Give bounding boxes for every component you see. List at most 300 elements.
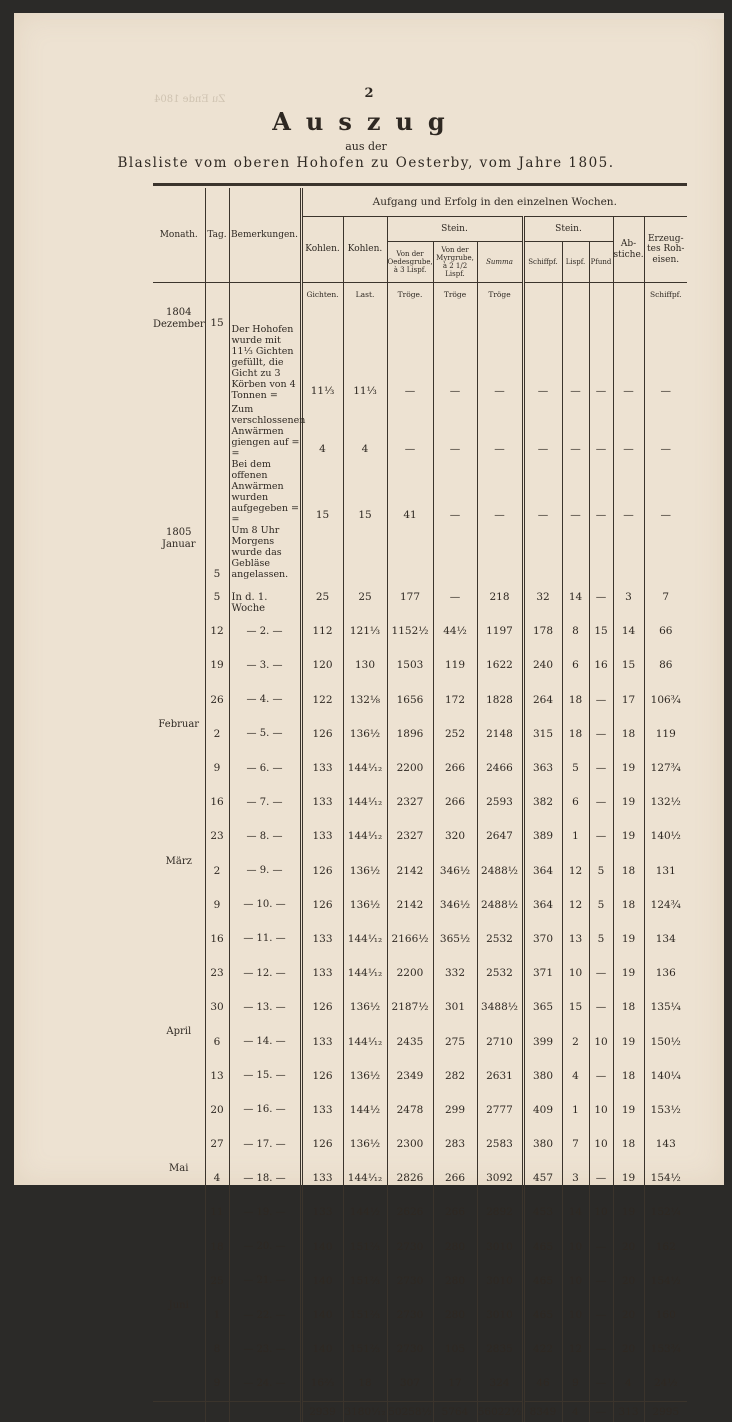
stein-schiffpf-cell: — — [523, 459, 562, 525]
month-cell — [153, 1195, 205, 1229]
note-cell: — 17. — — [229, 1127, 301, 1161]
stein-pfund-cell: 10 — [589, 1195, 613, 1229]
unit-cell: Gichten. — [301, 283, 343, 306]
stein-oedesgrube-cell: 2478 — [387, 1093, 433, 1127]
stein-myrgrube-cell: — — [433, 580, 477, 614]
kohlen-gichten-cell: 140 — [301, 1298, 343, 1332]
stein-schiffpf-cell: 422 — [523, 1332, 562, 1366]
stein-schiffpf-cell: 371 — [523, 956, 562, 990]
stein-summa-cell: 3010 — [477, 1264, 523, 1298]
stein-lispf-cell: 7 — [562, 1127, 589, 1161]
kohlen-gichten-cell: 4 — [301, 401, 343, 459]
note-cell: Der Hohofen wurde mit 11⅓ Gichten gefüllt, die Gicht zu 3 Körben von 4 Tonnen = — [229, 305, 301, 401]
absticke-cell — [613, 525, 644, 580]
stein-pfund-cell: — — [589, 459, 613, 525]
stein-summa-cell: 2583 — [477, 1127, 523, 1161]
stein-summa-cell: — — [477, 305, 523, 401]
stein-lispf-cell — [562, 525, 589, 580]
tag-cell: 16 — [205, 922, 229, 956]
table-row — [153, 785, 687, 819]
month-cell: 1805 Januar — [161, 527, 196, 550]
stein-schiffpf-cell: 409 — [523, 1093, 562, 1127]
stein-summa-cell: 2466 — [477, 751, 523, 785]
table-row — [153, 401, 687, 459]
stein-summa-cell: 1622 — [477, 648, 523, 682]
note-cell: — 8. — — [229, 819, 301, 853]
stein-oedesgrube-cell: 2349 — [387, 1059, 433, 1093]
tag-cell: 6 — [205, 1024, 229, 1058]
note-cell: — 12. — — [229, 956, 301, 990]
note-cell: — 14. — — [229, 1024, 301, 1058]
header-stein-1: Stein. — [387, 217, 523, 242]
stein-summa-cell: 1828 — [477, 683, 523, 717]
kohlen-gichten-cell: 126 — [301, 990, 343, 1024]
stein-lispf-cell: 12 — [562, 888, 589, 922]
roheisen-cell: 140½ — [644, 819, 687, 853]
stein-oedesgrube-cell: 2327 — [387, 819, 433, 853]
roheisen-cell: 154½ — [644, 1161, 687, 1195]
stein-schiffpf-cell: 363 — [523, 751, 562, 785]
stein-lispf-total: 4 — [562, 1401, 589, 1422]
stein-schiffpf-cell: 380 — [523, 1059, 562, 1093]
kohlen-gichten-cell: 133 — [301, 751, 343, 785]
kohlen-gichten-cell: 15 — [301, 459, 343, 525]
roheisen-cell: 160 — [644, 1298, 687, 1332]
kohlen-gichten-cell: 133 — [301, 1195, 343, 1229]
roheisen-cell: 119 — [644, 717, 687, 751]
absticke-cell: 17 — [613, 683, 644, 717]
stein-schiffpf-cell: 370 — [523, 922, 562, 956]
absticke-cell: 18 — [613, 990, 644, 1024]
stein-summa-cell: 2488½ — [477, 888, 523, 922]
roheisen-cell: 106¾ — [644, 683, 687, 717]
stein-lispf-cell: 18 — [562, 683, 589, 717]
stein-myrgrube-cell: 266 — [433, 785, 477, 819]
stein-lispf-cell: 6 — [562, 648, 589, 682]
month-cell: 1804 Dezember — [153, 307, 205, 330]
totals-row — [153, 1401, 687, 1422]
table-row — [153, 1264, 687, 1298]
kohlen-last-cell: 25 — [343, 580, 387, 614]
kohlen-gichten-cell — [301, 525, 343, 580]
stein-myrgrube-cell: 44½ — [433, 614, 477, 648]
stein-oedesgrube-cell: 177 — [387, 580, 433, 614]
tag-cell: 15 — [205, 305, 229, 401]
kohlen-gichten-cell: 140 — [301, 1230, 343, 1264]
tag-cell: 13 — [205, 1059, 229, 1093]
tag-cell: 2 — [205, 854, 229, 888]
table-row — [153, 717, 687, 751]
table-row — [153, 1059, 687, 1093]
stein-pfund-cell: 10 — [589, 1024, 613, 1058]
table-row — [153, 648, 687, 682]
tag-cell: 11 — [205, 1195, 229, 1229]
kohlen-last-cell: 144½ — [343, 1093, 387, 1127]
kohlen-last-cell: 144¹⁄₁₂ — [343, 1161, 387, 1195]
absticke-cell: 19 — [613, 1024, 644, 1058]
stein-lispf-cell: — — [562, 459, 589, 525]
stein-lispf-cell: 14 — [562, 1195, 589, 1229]
stein-schiffpf-cell: 264 — [523, 683, 562, 717]
stein-lispf-cell: 10 — [562, 1298, 589, 1332]
stein-pfund-cell: 5 — [589, 854, 613, 888]
absticke-cell: — — [613, 401, 644, 459]
stein-summa-cell: 3010 — [477, 1298, 523, 1332]
month-cell: März — [165, 855, 192, 867]
stein-myrgrube-cell: 275 — [433, 1024, 477, 1058]
tag-cell: 19 — [205, 648, 229, 682]
table-row — [153, 922, 687, 956]
month-cell — [153, 614, 205, 648]
stein-myrgrube-cell: 283 — [433, 1127, 477, 1161]
stein-pfund-cell: 10 — [589, 1093, 613, 1127]
month-cell: Juni — [168, 1299, 189, 1311]
tag-cell: 23 — [205, 956, 229, 990]
table-row — [153, 1366, 687, 1401]
stein-myrgrube-cell: 266 — [433, 751, 477, 785]
empty-cell — [153, 1401, 205, 1422]
top-rule — [153, 183, 687, 186]
stein-summa-cell: 2710 — [477, 1024, 523, 1058]
header-monath: Monath. — [159, 229, 198, 240]
stein-schiffpf-cell — [523, 525, 562, 580]
kohlen-last-cell: 136½ — [343, 990, 387, 1024]
kohlen-last-cell — [343, 525, 387, 580]
table-row — [153, 1161, 687, 1195]
note-cell: — 18. — — [229, 1161, 301, 1195]
tag-cell: 2 — [205, 717, 229, 751]
stein-schiffpf-cell: 465 — [523, 1264, 562, 1298]
tag-cell: 5 — [205, 580, 229, 614]
stein-pfund-cell: — — [589, 1161, 613, 1195]
header-absticke: Ab-stiche. — [613, 217, 644, 283]
stein-pfund-cell: — — [589, 717, 613, 751]
kohlen-last-cell: 18 — [343, 1366, 387, 1401]
units-row — [153, 283, 687, 306]
unit-cell: Last. — [343, 283, 387, 306]
roheisen-cell: 153¾ — [644, 1332, 687, 1366]
stein-pfund-cell: — — [589, 1332, 613, 1366]
stein-myrgrube-cell: 17 — [433, 1366, 477, 1401]
kohlen-gichten-cell: 133 — [301, 922, 343, 956]
tag-cell: 16 — [205, 785, 229, 819]
stein-oedesgrube-cell: 2187½ — [387, 990, 433, 1024]
stein-oedesgrube-cell: 2200 — [387, 751, 433, 785]
kohlen-gichten-cell: 16⅔ — [301, 1366, 343, 1401]
stein-schiffpf-cell: 32 — [523, 580, 562, 614]
absticke-cell: 19 — [613, 819, 644, 853]
kohlen-last-cell: 151⅔ — [343, 1332, 387, 1366]
stein-pfund-cell: — — [589, 1366, 613, 1401]
roheisen-cell: 153½ — [644, 1093, 687, 1127]
roheisen-cell: 162 — [644, 1230, 687, 1264]
stein-schiffpf-cell: 380 — [523, 1127, 562, 1161]
note-cell: — 2. — — [229, 614, 301, 648]
stein-myrgrube-cell: 105 — [433, 1332, 477, 1366]
header-tag: Tag. — [205, 188, 229, 283]
stein-oedesgrube-cell: 1656 — [387, 683, 433, 717]
stein-lispf-cell: 10 — [562, 1230, 589, 1264]
unit-cell — [205, 283, 229, 306]
stein-myrgrube-cell: 280 — [433, 1264, 477, 1298]
kohlen-last-cell: 151⅔ — [343, 1264, 387, 1298]
roheisen-cell: 66 — [644, 614, 687, 648]
absticke-cell: 19 — [613, 922, 644, 956]
document-subtitle-1: aus der — [345, 140, 387, 153]
kohlen-last-cell: 144½ — [343, 1195, 387, 1229]
stein-schiffpf-cell: 365 — [523, 990, 562, 1024]
tag-cell: 8 — [205, 1332, 229, 1366]
stein-myrgrube-cell: 346½ — [433, 888, 477, 922]
absticke-cell: 20 — [613, 1298, 644, 1332]
stein-schiffpf-cell: 364 — [523, 854, 562, 888]
roheisen-cell: 143 — [644, 1127, 687, 1161]
roheisen-cell: 124¾ — [644, 888, 687, 922]
stein-myrgrube-cell: 346½ — [433, 854, 477, 888]
stein-summa-cell: 2835 — [477, 1332, 523, 1366]
table-row — [153, 1024, 687, 1058]
roheisen-cell: 132½ — [644, 785, 687, 819]
kohlen-gichten-cell: 133 — [301, 785, 343, 819]
note-cell: — 23. — — [229, 1332, 301, 1366]
stein-schiffpf-cell: 315 — [523, 717, 562, 751]
kohlen-last-cell: 144¹⁄₁₂ — [343, 956, 387, 990]
tag-cell — [205, 459, 229, 525]
stein-pfund-cell: — — [589, 1298, 613, 1332]
kohlen-gichten-cell: 133 — [301, 956, 343, 990]
stein-oedesgrube-cell: 2626 — [387, 1195, 433, 1229]
stein-myrgrube-cell: 280 — [433, 1230, 477, 1264]
absticke-cell: 18 — [613, 1059, 644, 1093]
stein-myrgrube-cell: 252 — [433, 717, 477, 751]
absticke-cell: 19 — [613, 1093, 644, 1127]
stein-lispf-cell: 14 — [562, 580, 589, 614]
kohlen-last-cell: 144¹⁄₁₂ — [343, 785, 387, 819]
stein-summa-cell: 324 — [477, 1366, 523, 1401]
header-kohlen-1: Kohlen. — [301, 217, 343, 283]
month-cell: April — [166, 1026, 192, 1038]
header-kohlen-2: Kohlen. — [343, 217, 387, 283]
stein-oedesgrube-cell: 1152½ — [387, 614, 433, 648]
note-cell: — 19. — — [229, 1195, 301, 1229]
stein-myrgrube-cell: 332 — [433, 956, 477, 990]
stein-pfund-cell: — — [589, 1230, 613, 1264]
absticke-cell: 3 — [613, 580, 644, 614]
stein-schiffpf-cell: 457 — [523, 1161, 562, 1195]
stein-summa-cell: 2647 — [477, 819, 523, 853]
stein-schiffpf-cell: 382 — [523, 785, 562, 819]
tag-cell: 12 — [205, 614, 229, 648]
table-row — [153, 1093, 687, 1127]
unit-cell — [613, 283, 644, 306]
tag-cell: 27 — [205, 1127, 229, 1161]
header-pfund: Pfund — [589, 242, 613, 283]
roheisen-cell: — — [644, 305, 687, 401]
absticke-cell: 18 — [613, 717, 644, 751]
month-cell — [153, 1264, 205, 1298]
stein-summa-total: 56022½ — [477, 1401, 523, 1422]
kohlen-last-cell: 144¹⁄₁₂ — [343, 922, 387, 956]
unit-cell: Tröge — [433, 283, 477, 306]
stein-schiffpf-cell: 389 — [523, 819, 562, 853]
kohlen-gichten-cell: 133 — [301, 1161, 343, 1195]
stein-schiffpf-cell: — — [523, 305, 562, 401]
stein-summa-cell: 2532 — [477, 956, 523, 990]
table-row — [153, 1195, 687, 1229]
month-cell — [153, 683, 205, 717]
table-row — [153, 683, 687, 717]
stein-pfund-cell: 5 — [589, 888, 613, 922]
stein-myrgrube-cell: 282 — [433, 1059, 477, 1093]
note-cell: — 10. — — [229, 888, 301, 922]
note-cell: — 15. — — [229, 1059, 301, 1093]
header-group: Aufgang und Erfolg in den einzelnen Wochen. — [301, 188, 687, 217]
stein-pfund-cell: — — [589, 956, 613, 990]
stein-schiffpf-cell: 364 — [523, 888, 562, 922]
tag-cell: 30 — [205, 990, 229, 1024]
stein-oedesgrube-cell: 2730 — [387, 1298, 433, 1332]
stein-pfund-cell: — — [589, 305, 613, 401]
month-cell — [153, 459, 205, 525]
roheisen-cell: 131 — [644, 854, 687, 888]
stein-lispf-cell: 10 — [562, 1264, 589, 1298]
tag-cell: 1 — [205, 1298, 229, 1332]
bleed-through-text: Zu Ende 1804 — [154, 94, 226, 105]
stein-lispf-cell: 3 — [562, 1161, 589, 1195]
kohlen-last-cell: 144¹⁄₁₂ — [343, 1024, 387, 1058]
kohlen-last-cell: 151⅔ — [343, 1230, 387, 1264]
stein-lispf-cell: — — [562, 305, 589, 401]
kohlen-gichten-cell: 120 — [301, 648, 343, 682]
table-row — [153, 854, 687, 888]
unit-cell — [589, 283, 613, 306]
table-row — [153, 819, 687, 853]
stein-summa-cell — [477, 525, 523, 580]
absticke-cell: — — [613, 459, 644, 525]
stein-myrgrube-cell — [433, 525, 477, 580]
stein-lispf-cell: 1 — [562, 1093, 589, 1127]
roheisen-cell: — — [644, 459, 687, 525]
roheisen-cell: 135¼ — [644, 990, 687, 1024]
kohlen-gichten-cell: 140 — [301, 1264, 343, 1298]
header-lispf: Lispf. — [562, 242, 589, 283]
stein-pfund-cell: — — [589, 580, 613, 614]
absticke-cell: — — [613, 305, 644, 401]
table-row — [153, 1127, 687, 1161]
kohlen-last-cell: 136½ — [343, 717, 387, 751]
stein-summa-cell: 2892 — [477, 1195, 523, 1229]
absticke-cell: 19 — [613, 1195, 644, 1229]
absticke-cell: 15 — [613, 648, 644, 682]
stein-pfund-cell: — — [589, 1059, 613, 1093]
tag-cell — [205, 401, 229, 459]
month-cell: Februar — [158, 718, 200, 730]
kohlen-last-cell: 132⅛ — [343, 683, 387, 717]
stein-myrgrube-cell: 365½ — [433, 922, 477, 956]
blast-furnace-table — [153, 188, 687, 1422]
stein-pfund-cell: — — [589, 785, 613, 819]
stein-pfund-cell: — — [589, 819, 613, 853]
stein-pfund-cell: — — [589, 683, 613, 717]
tag-cell: 18 — [205, 1230, 229, 1264]
stein-lispf-cell: 10 — [562, 956, 589, 990]
kohlen-last-cell: 11⅓ — [343, 305, 387, 401]
stein-oedesgrube-cell: 2435 — [387, 1024, 433, 1058]
note-cell: — 9. — — [229, 854, 301, 888]
kohlen-last-cell: 136½ — [343, 888, 387, 922]
roheisen-cell: 24½ — [644, 1366, 687, 1401]
roheisen-cell: 150½ — [644, 1024, 687, 1058]
kohlen-gichten-cell: 133 — [301, 1024, 343, 1058]
note-cell: — 24. — — [229, 1366, 301, 1401]
stein-summa-cell: 2488½ — [477, 854, 523, 888]
stein-lispf-cell: 13 — [562, 922, 589, 956]
stein-oedesgrube-cell: 1896 — [387, 717, 433, 751]
stein-summa-cell: 2777 — [477, 1093, 523, 1127]
stein-schiffpf-cell: — — [523, 401, 562, 459]
stein-summa-cell: 2148 — [477, 717, 523, 751]
stein-summa-cell: 1197 — [477, 614, 523, 648]
tag-cell: 5 — [205, 525, 229, 580]
unit-cell — [153, 283, 205, 306]
stein-oedesgrube-cell: 2142 — [387, 888, 433, 922]
note-cell: — 6. — — [229, 751, 301, 785]
kohlen-gichten-cell: 126 — [301, 854, 343, 888]
month-cell — [153, 1093, 205, 1127]
kohlen-last-cell: 144¹⁄₁₂ — [343, 751, 387, 785]
kohlen-last-cell: 144¹⁄₁₂ — [343, 819, 387, 853]
month-cell — [153, 648, 205, 682]
header-bemerkungen: Bemerkungen. — [229, 188, 301, 283]
stein-oedesgrube-cell: 2826 — [387, 1161, 433, 1195]
stein-schiffpf-cell: 453 — [523, 1195, 562, 1229]
stein-myrgrube-cell: 299 — [433, 1093, 477, 1127]
stein-schiffpf-total: 8349 — [523, 1401, 562, 1422]
month-cell: Mai — [169, 1163, 189, 1175]
absticke-cell: 20 — [613, 1264, 644, 1298]
stein-pfund-cell — [589, 525, 613, 580]
unit-cell — [229, 283, 301, 306]
month-cell — [153, 819, 205, 853]
stein-lispf-cell: 2 — [562, 1024, 589, 1058]
note-cell: — 13. — — [229, 990, 301, 1024]
stein-lispf-cell: 12 — [562, 1332, 589, 1366]
tag-cell: 20 — [205, 1093, 229, 1127]
unit-cell: Schiffpf. — [644, 283, 687, 306]
table-row — [153, 525, 687, 580]
stein-oedesgrube-cell: — — [387, 401, 433, 459]
stein-summa-cell: 2532 — [477, 922, 523, 956]
note-cell: Zum verschlossenen Anwärmen giengen auf = = — [229, 401, 301, 459]
kohlen-gichten-cell: 25 — [301, 580, 343, 614]
absticke-cell: 4 — [613, 1366, 644, 1401]
stein-summa-cell: — — [477, 401, 523, 459]
stein-myrgrube-cell: 266 — [433, 1161, 477, 1195]
stein-summa-cell: 2593 — [477, 785, 523, 819]
note-cell: In d. 1. Woche — [229, 580, 301, 614]
stein-pfund-cell: 16 — [589, 648, 613, 682]
roheisen-cell: 154½ — [644, 1264, 687, 1298]
header-erzeugtes: Erzeug-tes Roh-eisen. — [644, 217, 687, 283]
stein-oedesgrube-cell: 307 — [387, 1366, 433, 1401]
table-row — [153, 751, 687, 785]
tag-cell: 9 — [205, 1366, 229, 1401]
unit-cell: Tröge — [477, 283, 523, 306]
stein-schiffpf-cell: 178 — [523, 614, 562, 648]
stein-pfund-cell: 15 — [589, 614, 613, 648]
unit-cell: Tröge. — [387, 283, 433, 306]
note-cell: — 7. — — [229, 785, 301, 819]
